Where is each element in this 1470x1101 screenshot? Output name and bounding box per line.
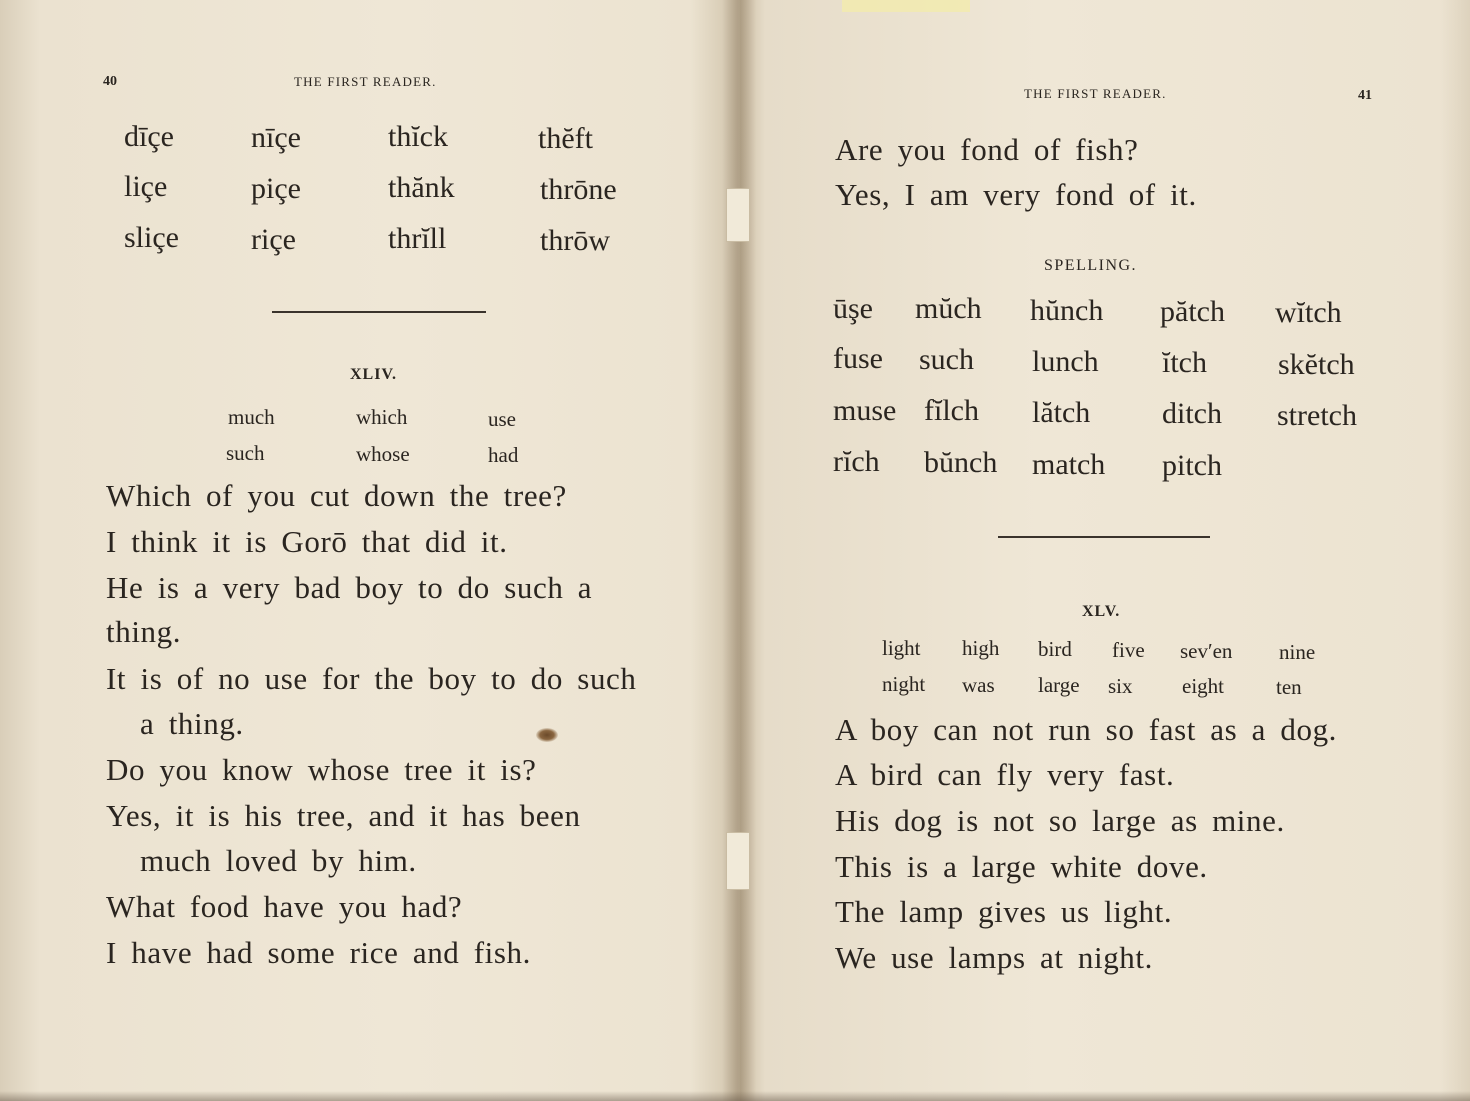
text-line: Are you fond of fish?	[835, 132, 1139, 167]
text-line: Which of you cut down the tree?	[106, 478, 567, 513]
vocab-word: was	[962, 673, 995, 697]
spelling-word: wĭtch	[1275, 296, 1342, 329]
vocab-word: much	[228, 405, 275, 429]
spelling-heading: SPELLING.	[1044, 257, 1138, 274]
vocab-word: six	[1108, 674, 1133, 698]
spelling-word: muse	[833, 394, 897, 427]
spelling-word: rĭch	[833, 445, 880, 478]
running-head: THE FIRST READER.	[294, 74, 437, 89]
word: thănk	[388, 171, 455, 204]
word: thrōne	[540, 173, 617, 206]
section-divider	[272, 311, 486, 313]
word: nīçe	[251, 121, 301, 154]
page-number: 41	[1358, 88, 1372, 103]
word: sliçe	[124, 221, 179, 254]
vocab-word: use	[488, 407, 516, 431]
text-line: His dog is not so large as mine.	[835, 803, 1285, 838]
text-line: much loved by him.	[140, 843, 417, 878]
word: thĕft	[538, 122, 593, 155]
text-line: Do you know whose tree it is?	[106, 752, 537, 787]
vocab-word: light	[882, 636, 921, 660]
word: thĭck	[388, 120, 448, 153]
running-head: THE FIRST READER.	[1024, 86, 1167, 101]
spelling-word: ĭtch	[1162, 346, 1207, 379]
text-line: We use lamps at night.	[835, 940, 1153, 975]
text-line: A bird can fly very fast.	[835, 757, 1175, 792]
vocab-word: bird	[1038, 637, 1072, 661]
text-line: I think it is Gorō that did it.	[106, 524, 508, 559]
vocab-word: high	[962, 636, 1000, 660]
spelling-word: ūşe	[833, 292, 873, 325]
text-line: He is a very bad boy to do such a	[106, 570, 593, 605]
binding-stitch	[726, 832, 750, 890]
vocab-word: whose	[356, 442, 410, 466]
text-line: A boy can not run so fast as a dog.	[835, 712, 1338, 747]
text-line: What food have you had?	[106, 889, 463, 924]
text-line: Yes, I am very fond of it.	[835, 177, 1197, 212]
spelling-word: such	[919, 343, 974, 376]
spelling-word: fuse	[833, 342, 883, 375]
vocab-word: which	[356, 405, 408, 429]
spelling-word: stretch	[1277, 399, 1357, 432]
spelling-word: hŭnch	[1030, 294, 1104, 327]
book-gutter	[722, 0, 756, 1101]
spelling-word: pitch	[1162, 449, 1222, 482]
text-line: The lamp gives us light.	[835, 894, 1173, 929]
section-divider	[998, 536, 1210, 538]
word: thrōw	[540, 224, 610, 257]
vocab-word: night	[882, 672, 926, 696]
word: thrĭll	[388, 222, 447, 255]
text-line: It is of no use for the boy to do such	[106, 661, 637, 696]
vocab-word: large	[1038, 673, 1080, 697]
ink-smudge	[536, 728, 558, 742]
spelling-word: mŭch	[915, 292, 982, 325]
text-line: Yes, it is his tree, and it has been	[106, 798, 581, 833]
spelling-word: ditch	[1162, 397, 1222, 430]
text-line: a thing.	[140, 706, 244, 741]
binding-stitch	[726, 188, 750, 242]
spelling-word: lătch	[1032, 396, 1091, 429]
vocab-word: nine	[1279, 640, 1316, 664]
vocab-word: ten	[1276, 675, 1302, 699]
spelling-word: match	[1032, 448, 1106, 481]
tape-strip	[842, 0, 970, 12]
text-line: This is a large white dove.	[835, 849, 1208, 884]
spelling-word: lunch	[1032, 345, 1099, 378]
word: dīçe	[124, 120, 174, 153]
word: liçe	[124, 170, 168, 203]
word: riçe	[251, 223, 296, 256]
vocab-word: sev′en	[1180, 639, 1233, 663]
word: piçe	[251, 172, 301, 205]
spelling-word: pătch	[1160, 295, 1225, 328]
page-number: 40	[103, 74, 117, 89]
text-line: I have had some rice and fish.	[106, 935, 532, 970]
text-line: thing.	[106, 614, 182, 649]
vocab-word: eight	[1182, 674, 1224, 698]
vocab-word: had	[488, 443, 519, 467]
spelling-word: bŭnch	[924, 446, 998, 479]
vocab-word: such	[226, 441, 265, 465]
page-edge-shadow	[0, 1091, 1470, 1101]
lesson-number: XLIV.	[350, 366, 397, 383]
right-page	[740, 0, 1470, 1101]
spelling-word: fĭlch	[924, 394, 979, 427]
vocab-word: five	[1112, 638, 1145, 662]
lesson-number: XLV.	[1082, 603, 1121, 620]
spelling-word: skĕtch	[1278, 348, 1355, 381]
